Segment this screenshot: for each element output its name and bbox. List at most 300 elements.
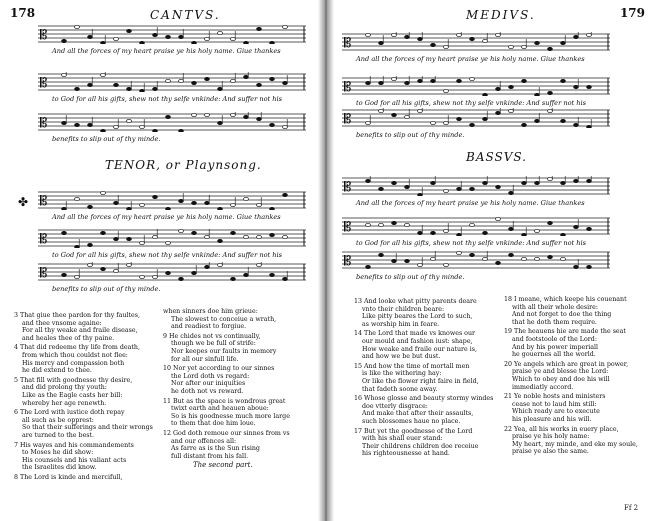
lyric-line: benefits to slip out of thy minde. (356, 273, 465, 281)
note-head (483, 117, 488, 120)
note-head (457, 33, 462, 36)
note-head (101, 191, 106, 194)
verse-line: 17 But yet the goodnesse of the Lord (354, 427, 473, 435)
verse-line: our mould and fashion iust: shape, (362, 337, 473, 345)
staff-lines (342, 76, 610, 96)
note-head (166, 207, 171, 210)
note-head (140, 125, 145, 128)
note-head (88, 263, 93, 266)
verse-line: For all thy weake and fraile disease, (22, 327, 138, 335)
verse-line: with his shall euer stand: (362, 435, 443, 443)
verse (14, 312, 164, 342)
verse-line: Their childrens children doe receiue (362, 442, 479, 450)
note-head (257, 203, 262, 206)
note-head (561, 181, 566, 184)
note-head (62, 231, 67, 234)
note-head (127, 207, 132, 210)
verse (504, 426, 649, 456)
note-head (88, 83, 93, 86)
verse-line: whereby her age renewth. (22, 399, 107, 407)
clef-icon: 𝄡 (344, 80, 352, 95)
clef-icon: 𝄡 (40, 194, 48, 209)
note-head (587, 227, 592, 230)
note-head (509, 85, 514, 88)
staff-lines (342, 32, 610, 52)
note-head (522, 123, 527, 126)
staff-lines (38, 228, 306, 248)
music-staff (38, 228, 306, 248)
note-head (587, 179, 592, 182)
staff-lines (38, 24, 306, 44)
note-head (231, 203, 236, 206)
note-head (587, 85, 592, 88)
verse-line: 3 That giue thee pardon for thy faultes, (14, 312, 141, 319)
lyric-line: to God for all his gifts, shew not thy selfe vnkinde: And suffer not his (52, 95, 283, 103)
note-head (114, 201, 119, 204)
note-head (496, 111, 501, 114)
note-head (231, 277, 236, 280)
note-head (192, 271, 197, 274)
verse-line: his pleasure and his will. (512, 415, 592, 423)
note-head (444, 263, 449, 266)
verse (354, 298, 504, 328)
note-head (231, 113, 236, 116)
note-head (166, 79, 171, 82)
clef-icon: 𝄡 (40, 76, 48, 91)
staff-lines (342, 216, 610, 236)
verse-line: is like the withering hay: (362, 370, 442, 378)
note-head (457, 79, 462, 82)
verse-line: 4 That did redeeme thy life from death, (14, 344, 140, 352)
staff-lines (38, 72, 306, 92)
note-head (379, 223, 384, 226)
verse (354, 363, 504, 393)
note-head (444, 121, 449, 124)
note-head (535, 41, 540, 44)
note-head (366, 179, 371, 182)
note-head (101, 41, 106, 44)
note-head (574, 123, 579, 126)
verse-line: praise ye and blesse the Lord: (512, 368, 609, 376)
note-head (470, 187, 475, 190)
page-number-left: 178 (10, 6, 36, 20)
verse (163, 333, 313, 363)
note-head (127, 87, 132, 90)
verse-line: 16 Whose glosse and beauty stormy windes (354, 395, 494, 403)
lyric-line: benefits to slip out of thy minde. (52, 285, 161, 293)
note-head (179, 129, 184, 132)
note-head (405, 223, 410, 226)
verse-line: 22 Yea, all his works in euery place, (504, 425, 619, 433)
verse-line: and how we be but dust. (362, 353, 441, 361)
note-head (153, 87, 158, 90)
verse (354, 428, 504, 458)
left-page (0, 0, 326, 521)
verse-line: the Lord doth vs regard: (171, 372, 250, 380)
note-head (509, 253, 514, 256)
verse-list (163, 308, 313, 460)
note-head (75, 25, 80, 28)
clef-icon: 𝄡 (40, 232, 48, 247)
note-head (366, 223, 371, 226)
note-head (153, 33, 158, 36)
note-head (366, 81, 371, 84)
note-head (153, 275, 158, 278)
note-head (392, 181, 397, 184)
music-staff (342, 108, 610, 128)
note-head (522, 45, 527, 48)
lyric-line: to God for all his gifts, shew not thy selfe vnkinde: And suffer not his (52, 251, 283, 259)
note-head (127, 263, 132, 266)
note-head (483, 93, 488, 96)
music-staff (342, 32, 610, 52)
note-head (379, 187, 384, 190)
music-staff (38, 72, 306, 92)
clef-icon: 𝄡 (344, 254, 352, 269)
note-head (192, 113, 197, 116)
note-head (509, 227, 514, 230)
note-head (392, 113, 397, 116)
clef-icon: 𝄡 (40, 28, 48, 43)
music-staff (342, 76, 610, 96)
verse-line: 19 The heauens hie are made the seat (504, 328, 626, 336)
note-head (257, 27, 262, 30)
verse-line: 5 That fill with goodnesse thy desire, (14, 376, 133, 384)
note-head (75, 123, 80, 126)
note-head (392, 77, 397, 80)
note-head (218, 87, 223, 90)
note-head (192, 81, 197, 84)
note-head (231, 79, 236, 82)
music-staff (38, 190, 306, 210)
verse-line: praise ye also the same. (512, 448, 589, 456)
note-head (418, 109, 423, 112)
note-head (470, 123, 475, 126)
verse-line: as worship him in feare. (362, 320, 440, 328)
note-head (244, 197, 249, 200)
tenor-heading: TENOR, or Playnsong. (105, 158, 262, 172)
right-page (326, 0, 653, 521)
note-head (405, 115, 410, 118)
note-head (205, 265, 210, 268)
running-head-cantus: CANTVS. (150, 8, 221, 22)
note-head (62, 207, 67, 210)
verse (354, 330, 504, 360)
verse (504, 296, 649, 326)
note-head (470, 253, 475, 256)
verse-line: immediatly accord. (512, 383, 574, 391)
note-head (62, 121, 67, 124)
note-head (283, 81, 288, 84)
verse-line: So is his goodnesse much more large (171, 412, 290, 420)
note-head (218, 31, 223, 34)
lyric-line: to God for all his gifts, shew not thy selfe vnkinde: And suffer not his (356, 99, 587, 107)
lyric-line: benefits to slip out of thy minde. (52, 135, 161, 143)
running-head-medius: MEDIVS. (466, 8, 536, 22)
note-head (392, 33, 397, 36)
note-head (548, 221, 553, 224)
verse-line: from which thou couldst not flee: (22, 351, 128, 359)
verse-line: for all our sinfull life. (171, 355, 239, 363)
note-head (457, 117, 462, 120)
note-head (140, 89, 145, 92)
note-head (509, 109, 514, 112)
verse-line: 13 And looke what pitty parents deare (354, 298, 477, 305)
verse-line: 21 Ye noble hosts and ministers (504, 393, 606, 401)
staff-lines (342, 176, 610, 196)
note-head (270, 123, 275, 126)
music-staff (342, 176, 610, 196)
verse-line: with all their whole desire: (512, 303, 598, 311)
bassus-heading: BASSVS. (466, 150, 527, 164)
note-head (535, 181, 540, 184)
note-head (418, 79, 423, 82)
note-head (392, 221, 397, 224)
verse-column (14, 312, 164, 483)
verse-line: 6 The Lord with iustice doth repay (14, 409, 125, 417)
note-head (88, 243, 93, 246)
note-head (166, 115, 171, 118)
note-head (153, 129, 158, 132)
note-head (548, 255, 553, 258)
verse-line: 9 He chides not vs continually, (163, 332, 261, 340)
music-staff (38, 112, 306, 132)
note-head (444, 45, 449, 48)
note-head (101, 73, 106, 76)
verse-line: and readiest to forgiue. (171, 323, 247, 331)
note-head (496, 87, 501, 90)
verse-column (163, 308, 313, 470)
verse-line: The slowest to conceiue a wrath, (171, 315, 277, 323)
note-head (205, 113, 210, 116)
verse-line: Nor keepes our faults in memory (171, 347, 277, 355)
verse-line: he did extend to thee. (22, 367, 92, 375)
note-head (283, 193, 288, 196)
note-head (483, 231, 488, 234)
lyric-line: And all the forces of my heart praise ye his holy name. Giue thankes (52, 213, 281, 221)
note-head (205, 201, 210, 204)
note-head (548, 109, 553, 112)
note-head (88, 35, 93, 38)
note-head (127, 119, 132, 122)
note-head (405, 81, 410, 84)
verse (14, 409, 164, 439)
note-head (405, 185, 410, 188)
note-head (75, 245, 80, 248)
page-number-right: 179 (619, 6, 645, 20)
note-head (418, 231, 423, 234)
note-head (140, 203, 145, 206)
note-head (140, 275, 145, 278)
note-head (548, 91, 553, 94)
verse-line: 15 And how the time of mortall men (354, 362, 470, 370)
verse-line: he gouernes all the world. (512, 351, 596, 359)
music-staff (38, 262, 306, 282)
note-head (62, 73, 67, 76)
note-head (166, 241, 171, 244)
note-head (509, 45, 514, 48)
note-head (114, 37, 119, 40)
verse (504, 361, 649, 391)
staff-lines (38, 262, 306, 282)
note-head (283, 235, 288, 238)
verse-line: As farre as is the Sun rising (171, 445, 260, 453)
lyric-line: benefits to slip out of thy minde. (356, 131, 465, 139)
note-head (231, 37, 236, 40)
note-head (205, 37, 210, 40)
note-head (257, 117, 262, 120)
note-head (574, 265, 579, 268)
note-head (179, 199, 184, 202)
verse (504, 328, 649, 358)
verse-line: and heales thee of thy paine. (22, 334, 115, 342)
verse-line: My heart, my minde, and eke my soule, (512, 440, 638, 448)
note-head (218, 121, 223, 124)
note-head (179, 229, 184, 232)
note-head (496, 261, 501, 264)
verse-line: 18 I meane, which keepe his couenant (504, 296, 627, 303)
note-head (127, 237, 132, 240)
note-head (114, 125, 119, 128)
note-head (561, 257, 566, 260)
note-head (205, 77, 210, 80)
verse-line: and our offences all: (171, 437, 237, 445)
note-head (444, 89, 449, 92)
note-head (218, 263, 223, 266)
lyric-line: And all the forces of my heart praise ye his holy name. Giue thankes (356, 199, 585, 207)
verse-line: 12 God doth remoue our sinnes from vs (163, 429, 290, 437)
note-head (444, 189, 449, 192)
note-head (101, 231, 106, 234)
verse-line: to them that doe him loue. (171, 420, 256, 428)
note-head (179, 35, 184, 38)
note-head (535, 257, 540, 260)
verse-line: And make that after their assaults, (362, 410, 474, 418)
verse (504, 393, 649, 423)
verse-line: full distant from his fall. (171, 452, 249, 460)
verse-line: all such as be opprest: (22, 416, 94, 424)
verse-line: Like as the Eagle casts her bill: (22, 391, 123, 399)
note-head (75, 275, 80, 278)
verse-line: that he doth them require. (512, 318, 597, 326)
note-head (62, 39, 67, 42)
verse-line: his righteousnesse at hand. (362, 450, 450, 458)
lyric-line: And all the forces of my heart praise ye his holy name. Giue thankes (52, 47, 281, 55)
verse-line: vnto their children beare: (362, 305, 445, 313)
note-head (153, 195, 158, 198)
note-head (270, 273, 275, 276)
note-head (522, 79, 527, 82)
note-head (457, 187, 462, 190)
verse-line: cease not to laud him still: (512, 400, 597, 408)
note-head (257, 263, 262, 266)
music-staff (38, 24, 306, 44)
note-head (114, 83, 119, 86)
verse-line: Which to obey and doe his will (512, 375, 610, 383)
clef-icon: 𝄡 (40, 266, 48, 281)
verse-line: 20 Ye angels which are great in power, (504, 360, 629, 368)
note-head (114, 237, 119, 240)
note-head (114, 269, 119, 272)
verse (14, 377, 164, 407)
note-head (574, 225, 579, 228)
note-head (62, 273, 67, 276)
note-head (535, 229, 540, 232)
note-head (88, 123, 93, 126)
note-head (509, 191, 514, 194)
note-head (205, 235, 210, 238)
note-head (366, 265, 371, 268)
note-head (140, 41, 145, 44)
note-head (431, 181, 436, 184)
verse-line: Or like the flower right faire in field, (362, 377, 479, 385)
verse-column (504, 296, 649, 458)
verse-line: So that their sufferings and their wrongs (22, 424, 153, 432)
verse-line: the Israelites did know. (22, 464, 97, 472)
note-head (405, 259, 410, 262)
verse-line: And not forget to doe the thing (512, 311, 612, 319)
verse-line: and footstoole of the Lord: (512, 335, 597, 343)
second-part-heading: The second part. (193, 461, 253, 470)
verse-line: and thee vnsome againe: (22, 319, 102, 327)
note-head (270, 233, 275, 236)
verse-line: 7 His wayes and his commandements (14, 441, 134, 449)
note-head (283, 25, 288, 28)
note-head (392, 259, 397, 262)
verse-line: when sinners doe him grieue: (163, 308, 258, 315)
note-head (244, 41, 249, 44)
clef-icon: 𝄡 (344, 180, 352, 195)
verse-line: How weake and fraile our nature is, (362, 345, 478, 353)
note-head (283, 125, 288, 128)
note-head (431, 231, 436, 234)
note-head (431, 43, 436, 46)
note-head (574, 35, 579, 38)
note-head (587, 33, 592, 36)
staff-lines (38, 190, 306, 210)
verse-line: and did prolong thy youth: (22, 384, 107, 392)
note-head (218, 239, 223, 242)
note-head (470, 37, 475, 40)
note-head (153, 235, 158, 238)
verse-line: such blossomes haue no place. (362, 417, 461, 425)
clef-icon: 𝄡 (344, 36, 352, 51)
note-head (75, 87, 80, 90)
verse-line: Nor after our iniquities (171, 380, 246, 388)
note-head (431, 121, 436, 124)
note-head (270, 77, 275, 80)
note-head (379, 81, 384, 84)
clef-icon: 𝄡 (40, 116, 48, 131)
note-head (179, 277, 184, 280)
note-head (379, 41, 384, 44)
staff-lines (342, 108, 610, 128)
note-head (522, 181, 527, 184)
note-head (496, 217, 501, 220)
note-head (431, 257, 436, 260)
staff-lines (38, 112, 306, 132)
verse-line: doe vtterly disgrace: (362, 402, 428, 410)
note-head (574, 179, 579, 182)
note-head (192, 231, 197, 234)
note-head (548, 177, 553, 180)
note-head (75, 197, 80, 200)
note-head (561, 79, 566, 82)
note-head (244, 75, 249, 78)
verse (163, 430, 313, 460)
printer-flourish-icon: ✤ (18, 195, 29, 209)
note-head (418, 37, 423, 40)
